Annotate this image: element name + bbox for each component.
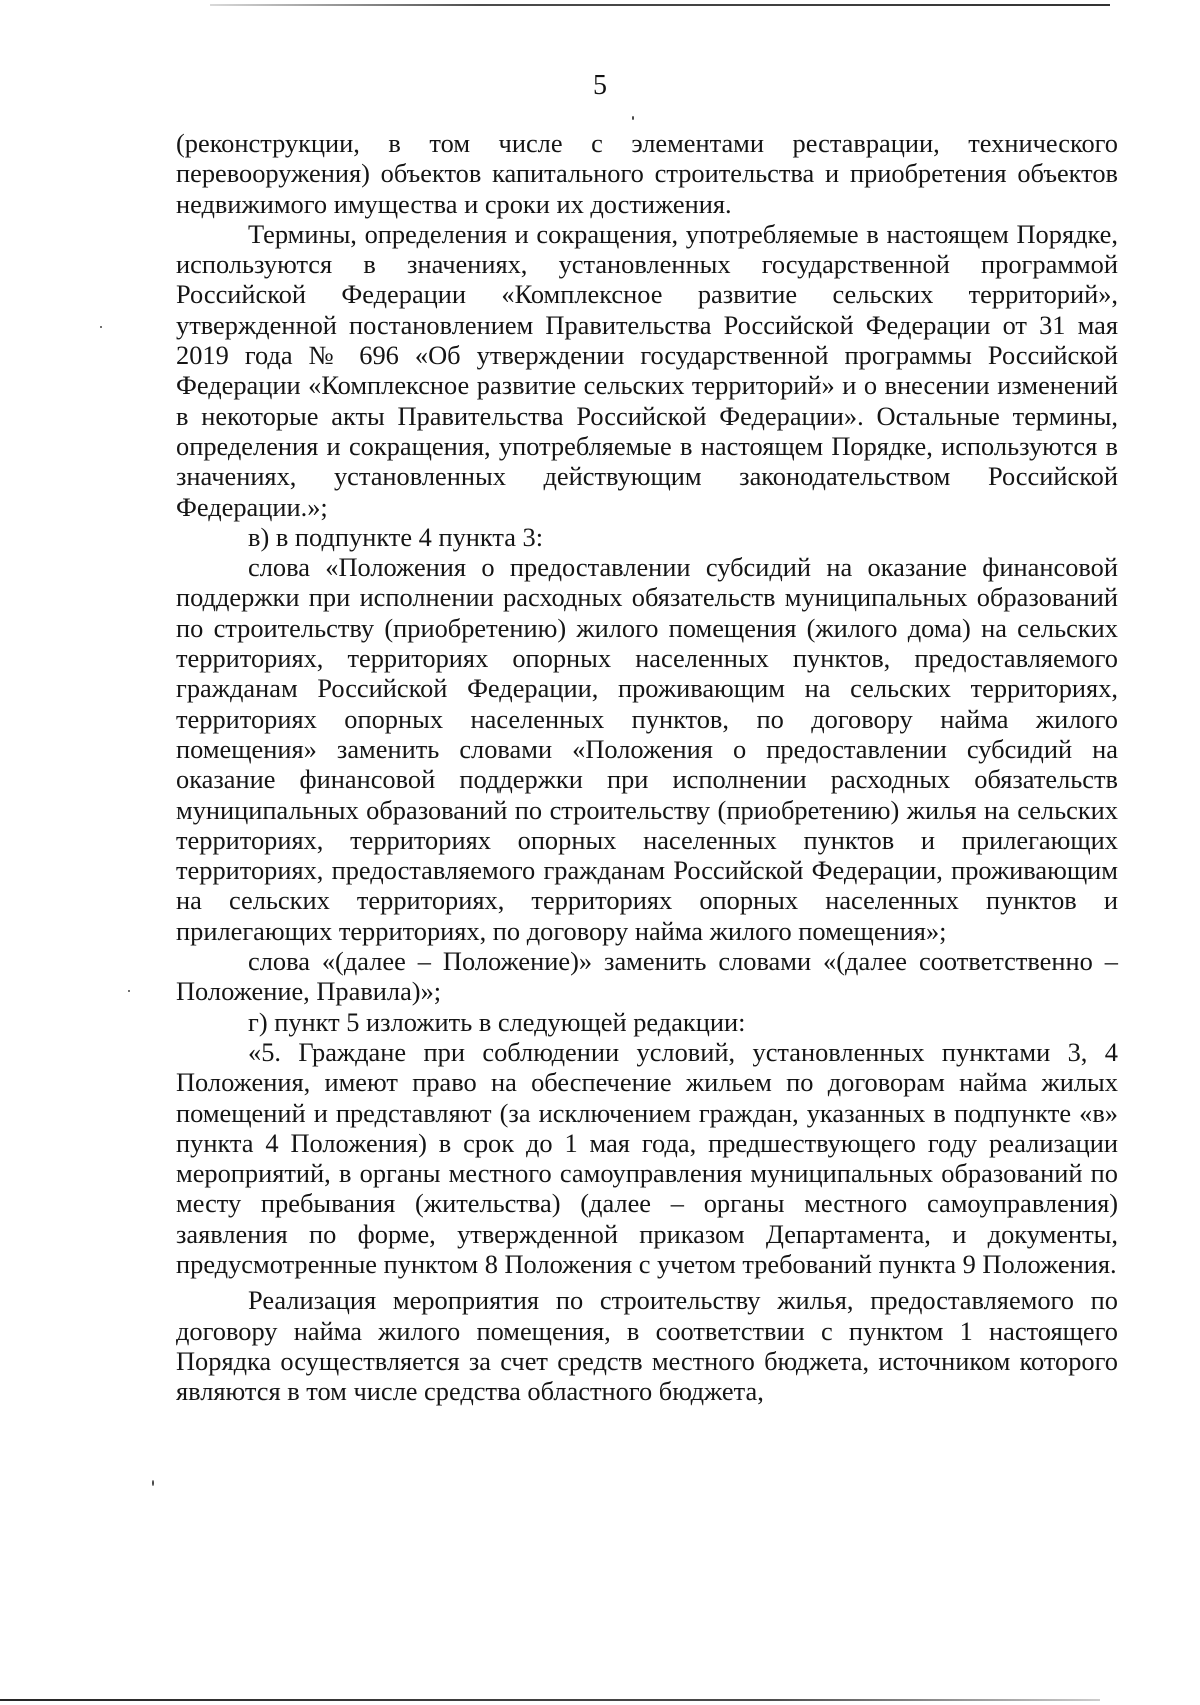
paragraph-3: в) в подпункте 4 пункта 3:	[248, 521, 544, 552]
paragraph-5: слова «(далее – Положение)» заменить словами «(далее соответственно – Положение, Правила)»;	[176, 946, 1118, 1007]
scan-speck	[128, 990, 130, 992]
paragraph-7: «5. Граждане при соблюдении условий, установленных пунктами 3, 4 Положения, имеют право на обеспечение жильем по договорам найма жилых помещений и представляют (за исключением граждан, указанных в подпункте «в» пункта 4 Положения) в срок до 1 мая года, предшествующего году реализации мероприятий, в органы местного самоуправления муниципальных образований по месту пребывания (жительства) (далее – органы местного самоуправления) заявления по форме, утвержденной приказом Департамента, и документы, предусмотренные пунктом 8 Положения с учетом требований пункта 9 Положения.	[176, 1036, 1118, 1279]
bottom-scan-edge	[0, 1699, 1100, 1701]
scan-speck	[100, 326, 102, 328]
paragraph-8: Реализация мероприятия по строительству жилья, предоставляемого по договору найма жилого помещения, в соответствии с пунктом 1 настоящего Порядка осуществляется за счет средств местного бюджета, источником которого являются в том числе средства областного бюджета,	[176, 1285, 1118, 1407]
paragraph-4: слова «Положения о предоставлении субсидий на оказание финансовой поддержки при исполнении расходных обязательств муниципальных образований по строительству (приобретению) жилого помещения (жилого дома) на сельских территориях, территориях опорных населенных пунктов, предоставляемого гражданам Российской Федерации, проживающим на сельских территориях, территориях опорных населенных пунктов, по договору найма жилого помещения» заменить словами «Положения о предоставлении субсидий на оказание финансовой поддержки при исполнении расходных обязательств муниципальных образований по строительству (приобретению) жилья на сельских территориях, территориях опорных населенных пунктов и прилегающих территориях, предоставляемого гражданам Российской Федерации, проживающим на сельских территориях, территориях опорных населенных пунктов и прилегающих территориях, по договору найма жилого помещения»;	[176, 552, 1118, 946]
paragraph-2: Термины, определения и сокращения, употребляемые в настоящем Порядке, используются в значениях, установленных государственной программой Российской Федерации «Комплексное развитие сельских территорий», утвержденной постановлением Правительства Российской Федерации от 31 мая 2019 года № 696 «Об утверждении государственной программы Российской Федерации «Комплексное развитие сельских территорий» и о внесении изменений в некоторые акты Правительства Российской Федерации». Остальные термины, определения и сокращения, употребляемые в настоящем Порядке, используются в значениях, установленных действующим законодательством Российской Федерации.»;	[176, 218, 1118, 522]
paragraph-6: г) пункт 5 изложить в следующей редакции:	[248, 1006, 746, 1037]
scan-speck	[632, 116, 634, 120]
page-number: 5	[593, 70, 607, 101]
top-scan-edge	[210, 4, 1110, 6]
paragraph-1: (реконструкции, в том числе с элементами реставрации, технического перевооружения) объектов капитального строительства и приобретения объектов недвижимого имущества и сроки их достижения.	[176, 128, 1118, 219]
scan-speck	[152, 1480, 154, 1486]
document-body	[176, 128, 1118, 1406]
